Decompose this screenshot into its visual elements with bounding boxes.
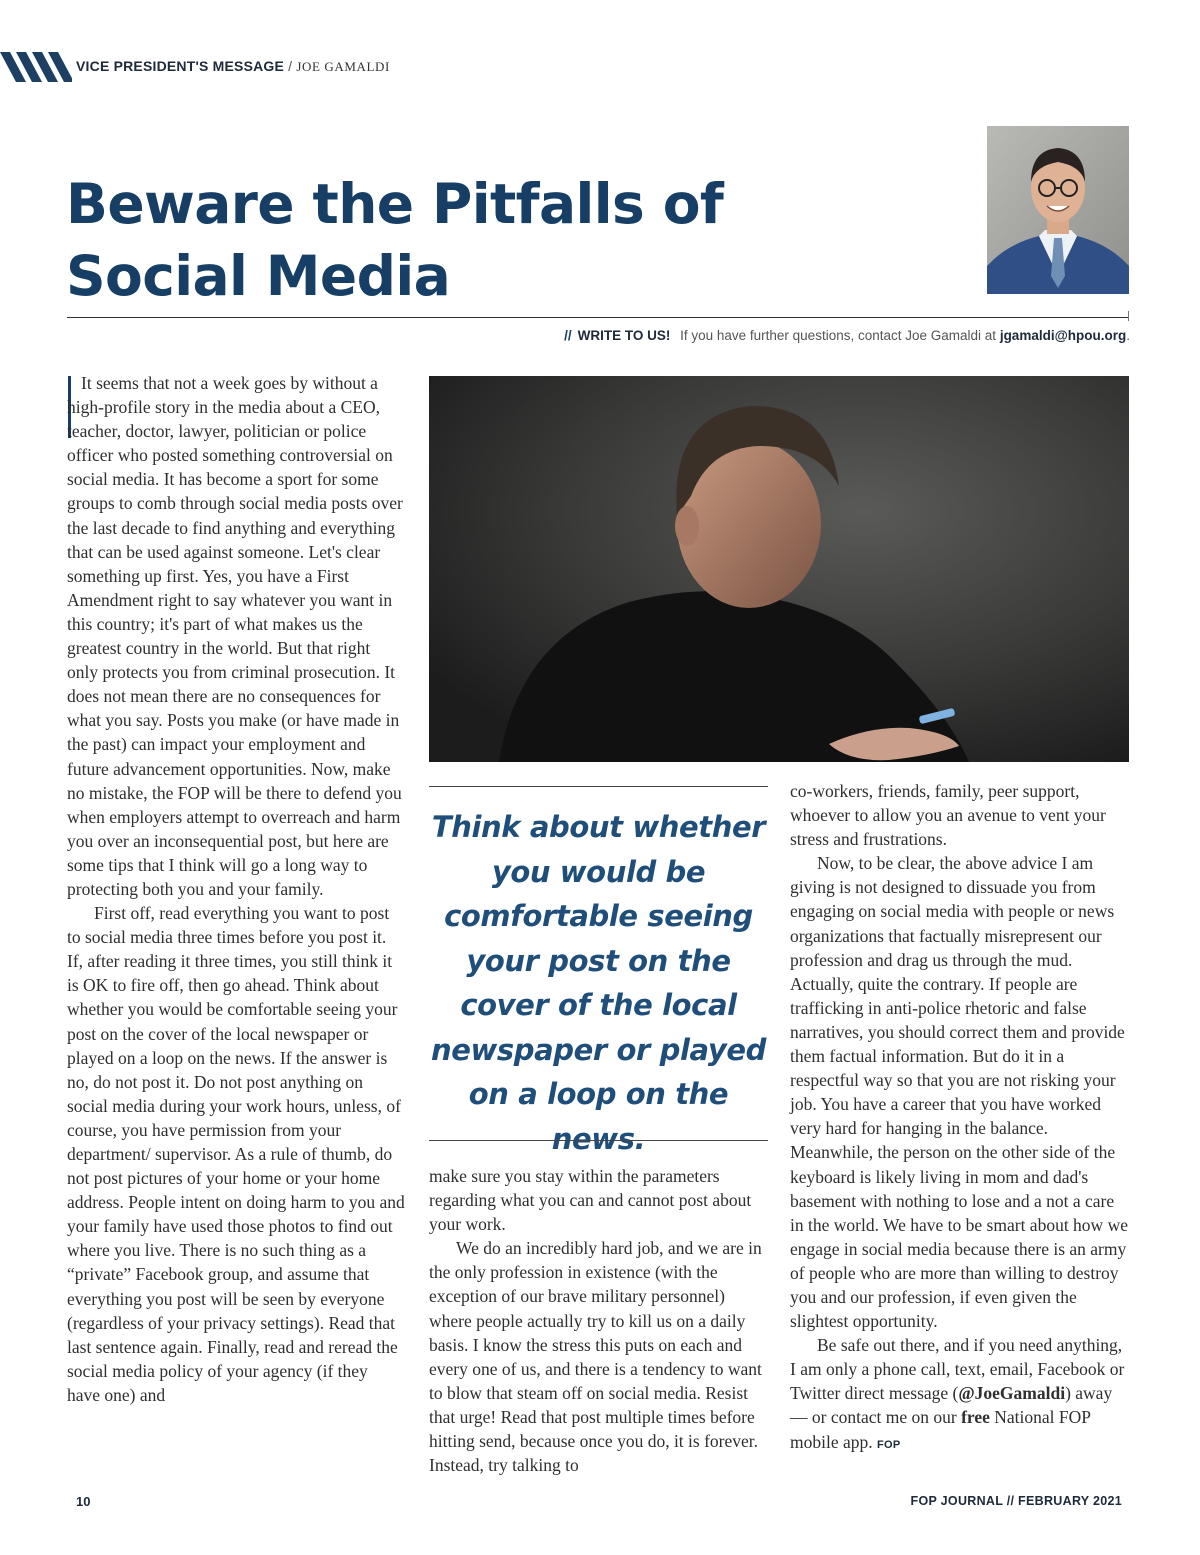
feature-photo-man-on-phone — [429, 376, 1129, 762]
contact-email-link[interactable]: jgamaldi@hpou.org — [999, 328, 1127, 343]
article-column-1 — [67, 371, 405, 1407]
contact-slashes: // — [564, 328, 572, 343]
pullquote: Think about whether you would be comfortable seeing your post on the cover of the local newspaper or played on a loop on the news. — [431, 810, 766, 1156]
free-emphasis: free — [961, 1407, 990, 1428]
col2-paragraph-1: make sure you stay within the parameters regarding what you can and cannot post about your work. — [429, 1166, 752, 1235]
section-name: VICE PRESIDENT'S MESSAGE — [76, 58, 285, 74]
col1-paragraph-2: First off, read everything you want to post to social media three times before you post it. If, after reading it three times, you still think it is OK to fire off, then go ahead. Think about whether you would be comfortable seeing your post on the cover of the local newspaper or played on a loop on the news. If the answer is no, do not post it. Do not post anything on social media during your work hours, unless, of course, you have permission from your department/ supervisor. As a rule of thumb, do not post pictures of your home or your home address. People intent on doing harm to you and your family have used those photos to find out where you live. There is no such thing as a “private” Facebook group, and assume that everything you post will be seen by everyone (regardless of your privacy settings). Read that last sentence again. Finally, read and reread the social media policy of your agency (if they have one) and — [67, 903, 405, 1405]
contact-period: . — [1126, 328, 1130, 343]
header-rule-tick — [1128, 311, 1129, 321]
col3-p3-part-b: ) away — or contact me on our — [790, 1383, 1113, 1428]
section-separator: / — [288, 58, 293, 74]
col3-paragraph-1: co-workers, friends, family, peer support, whoever to allow you an avenue to vent your stress and frustrations. — [790, 781, 1106, 850]
header-rule — [67, 317, 1129, 318]
fop-end-mark: FOP — [877, 1438, 901, 1451]
publication-footer: FOP JOURNAL // FEBRUARY 2021 — [910, 1494, 1122, 1508]
section-author: JOE GAMALDI — [296, 59, 390, 74]
section-stripes-icon — [0, 52, 72, 82]
page-number: 10 — [76, 1494, 91, 1509]
col3-p3-part-a: Be safe out there, and if you need anything, I am only a phone call, text, email, Facebook or Twitter direct message ( — [790, 1335, 1125, 1404]
col2-paragraph-2: We do an incredibly hard job, and we are in the only profession in existence (with the exception of our brave military personnel) where people actually try to kill us on a daily basis. I know the stress this puts on each and every one of us, and there is a tendency to want to blow that steam off on social media. Resist that urge! Read that post multiple times before hitting send, because once you do, it is forever. Instead, try talking to — [429, 1238, 762, 1476]
contact-cta: WRITE TO US! — [577, 328, 671, 343]
col3-p3-part-c: National FOP mobile app. — [790, 1407, 1091, 1452]
author-headshot-image — [987, 126, 1129, 294]
section-label — [76, 58, 390, 75]
col1-paragraph-1: It seems that not a week goes by without a high-profile story in the media about a CEO, teacher, doctor, lawyer, politician or police officer who posted something controversial on social media. It has become a sport for some groups to comb through social media posts over the last decade to find anything and everything that can be used against someone. Let's clear something up first. Yes, you have a First Amendment right to say whatever you want in this country; it's part of what makes us the greatest country in the world. But that right only protects you from criminal prosecution. It does not mean there are no consequences for what you say. Posts you make (or have made in the past) can impact your employment and future advancement opportunities. Now, make no mistake, the FOP will be there to defend you when employers attempt to overreach and harm you over an inconsequential post, but here are some tips that I think will go a long way to protecting both you and your family. — [67, 373, 403, 899]
col3-paragraph-3 — [790, 1333, 1130, 1456]
article-headline: Beware the Pitfalls of Social Media — [66, 172, 724, 308]
contact-line — [564, 328, 1130, 343]
col3-paragraph-2: Now, to be clear, the above advice I am giving is not designed to dissuade you from engaging on social media with people or news organizations that factually misrepresent our profession and drag us through the mud. Actually, quite the contrary. If people are trafficking in anti-police rhetoric and false narratives, you should correct them and provide them factual information. But do it in a respectful way so that you are not risking your job. You have a career that you have worked very hard for hanging in the balance. Meanwhile, the person on the other side of the keyboard is likely living in mom and dad's basement with nothing to lose and a not a care in the world. We have to be smart about how we engage in social media because there is an army of people who are more than willing to destroy you and our profession, if even given the slightest opportunity. — [790, 853, 1128, 1332]
pullquote-rule-bottom — [429, 1140, 768, 1141]
article-column-2 — [429, 1164, 769, 1477]
twitter-handle[interactable]: @JoeGamaldi — [958, 1383, 1066, 1404]
pullquote-rule-top — [429, 786, 768, 787]
contact-text: If you have further questions, contact Joe Gamaldi at — [680, 328, 997, 343]
article-column-3 — [790, 779, 1130, 1457]
